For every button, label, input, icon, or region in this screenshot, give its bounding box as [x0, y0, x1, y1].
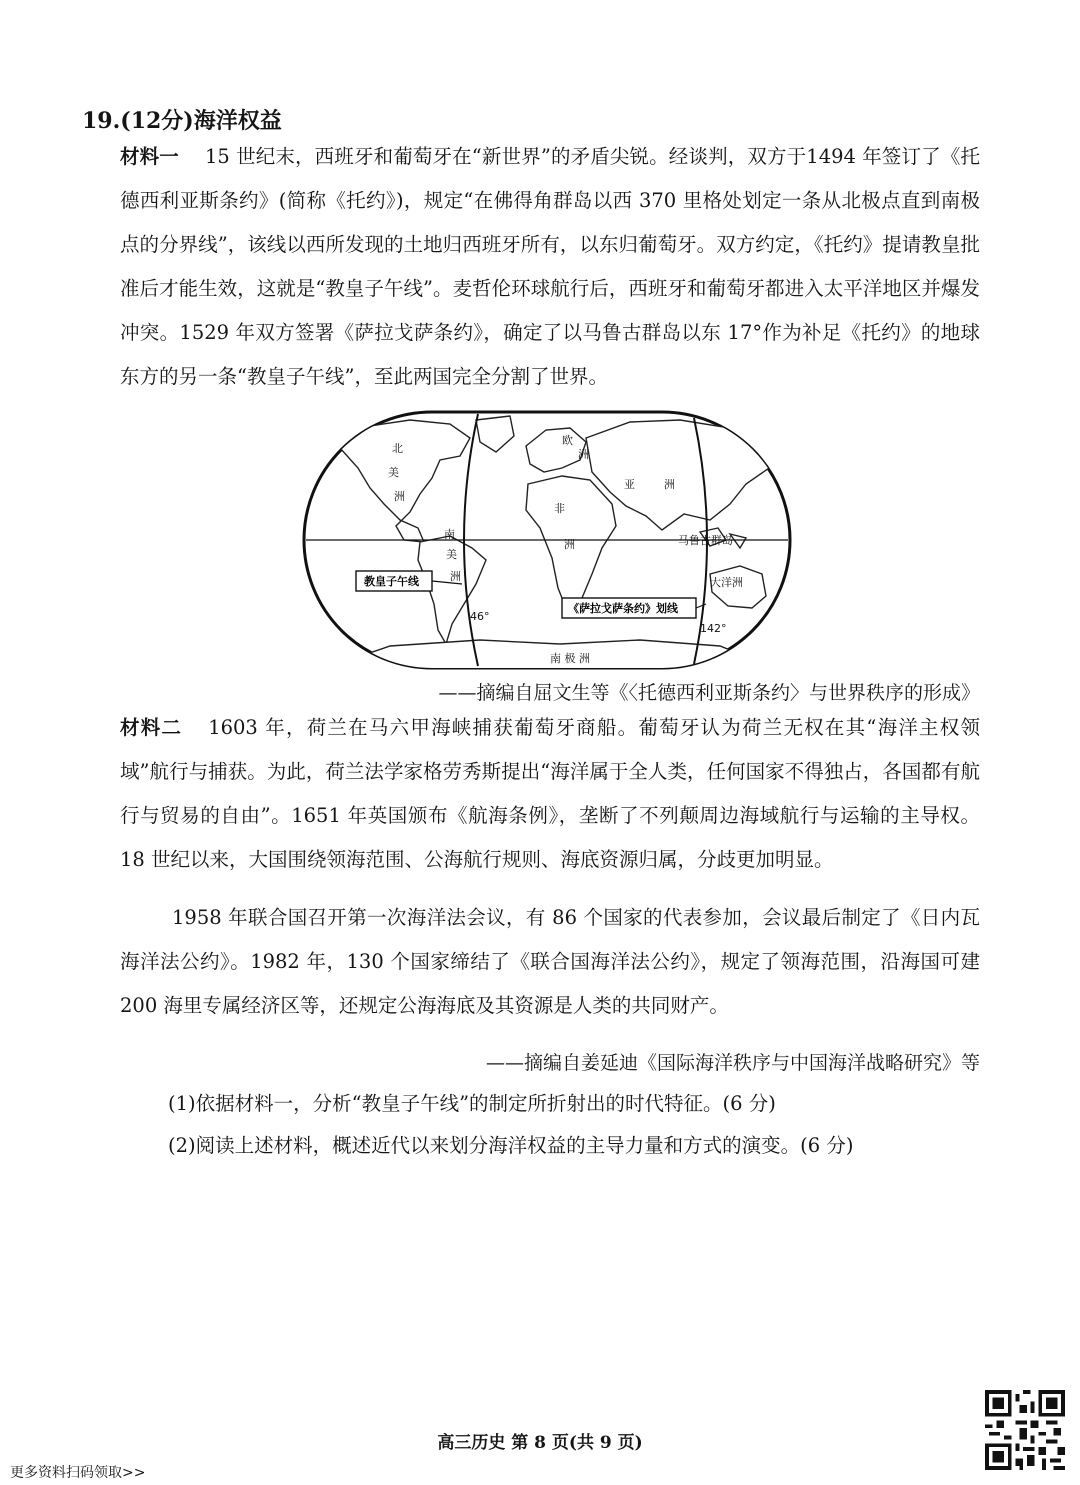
material-1	[120, 135, 980, 399]
page-footer: 高三历史 第 8 页(共 9 页)	[437, 1433, 643, 1453]
label-europe-1: 欧	[562, 434, 573, 447]
material-1-tag: 材料一	[120, 145, 179, 168]
label-asia-2: 洲	[664, 478, 675, 491]
label-moluccas: 马鲁古群岛	[678, 534, 733, 547]
label-antarctica: 南 极 洲	[550, 652, 590, 665]
question-2: (2)阅读上述材料，概述近代以来划分海洋权益的主导力量和方式的演变。(6 分)	[168, 1134, 854, 1157]
label-46-degree: 46°	[470, 610, 490, 623]
material-2-source: ——摘编自姜延迪《国际海洋秩序与中国海洋战略研究》等	[485, 1052, 980, 1074]
material-1-text: 15 世纪末，西班牙和葡萄牙在“新世界”的矛盾尖锐。经谈判，双方于1494 年签订了《托德西利亚斯条约》(简称《托约》)，规定“在佛得角群岛以西 370 里格处划定一条从北极点直到南极点的分界线”，该线以西所发现的土地归西班牙所有，以东归葡萄牙。双方约定，《托约》提请教皇批准后才能生效，这就是“教皇子午线”。麦哲伦环球航行后，西班牙和葡萄牙都进入太平洋地区并爆发冲突。1529 年双方签署《萨拉戈萨条约》，确定了以马鲁古群岛以东 17°作为补足《托约》的地球东方的另一条“教皇子午线”，至此两国完全分割了世界。	[120, 145, 980, 388]
label-oceania: 大洋洲	[710, 576, 743, 589]
material-1-source: ——摘编自屈文生等《〈托德西利亚斯条约〉与世界秩序的形成》	[438, 682, 980, 704]
world-map	[300, 408, 794, 672]
label-north-america-2: 美	[388, 466, 399, 479]
label-africa-1: 非	[554, 502, 565, 515]
label-north-america-3: 洲	[394, 490, 405, 503]
zaragoza-line-label: 《萨拉戈萨条约》划线	[568, 602, 678, 615]
question-1: (1)依据材料一，分析“教皇子午线”的制定所折射出的时代特征。(6 分)	[168, 1092, 776, 1115]
label-north-america-1: 北	[392, 442, 403, 455]
question-topic: 海洋权益	[193, 108, 282, 134]
label-africa-2: 洲	[564, 538, 575, 551]
material-2-tag: 材料二	[120, 716, 183, 739]
question-number: 19.	[82, 108, 121, 134]
question-score: (12分)	[120, 108, 194, 134]
label-asia-1: 亚	[624, 478, 635, 491]
label-142-degree: 142°	[700, 622, 727, 635]
label-south-america-3: 洲	[450, 570, 461, 583]
material-2-text: 1603 年，荷兰在马六甲海峡捕获葡萄牙商船。葡萄牙认为荷兰无权在其“海洋主权领域”航行与捕获。为此，荷兰法学家格劳秀斯提出“海洋属于全人类，任何国家不得独占，各国都有航行与贸易的自由”。1651 年英国颁布《航海条例》，垄断了不列颠周边海域航行与运输的主导权。18 世纪以来，大国围绕领海范围、公海航行规则、海底资源归属，分歧更加明显。	[120, 716, 980, 871]
question-heading	[82, 104, 282, 135]
label-europe-2: 洲	[578, 448, 589, 461]
corner-note: 更多资料扫码领取>>	[10, 1465, 146, 1481]
material-2-paragraph-2: 1958 年联合国召开第一次海洋法会议，有 86 个国家的代表参加，会议最后制定了《日内瓦海洋法公约》。1982 年，130 个国家缔结了《联合国海洋法公约》，规定了领海范围，沿海国可建 200 海里专属经济区等，还规定公海海底及其资源是人类的共同财产。	[120, 906, 980, 1017]
qr-code-icon[interactable]	[985, 1390, 1065, 1470]
label-south-america-1: 南	[444, 528, 455, 541]
papal-line-label: 教皇子午线	[364, 575, 419, 588]
material-2	[120, 706, 980, 882]
label-south-america-2: 美	[446, 548, 457, 561]
